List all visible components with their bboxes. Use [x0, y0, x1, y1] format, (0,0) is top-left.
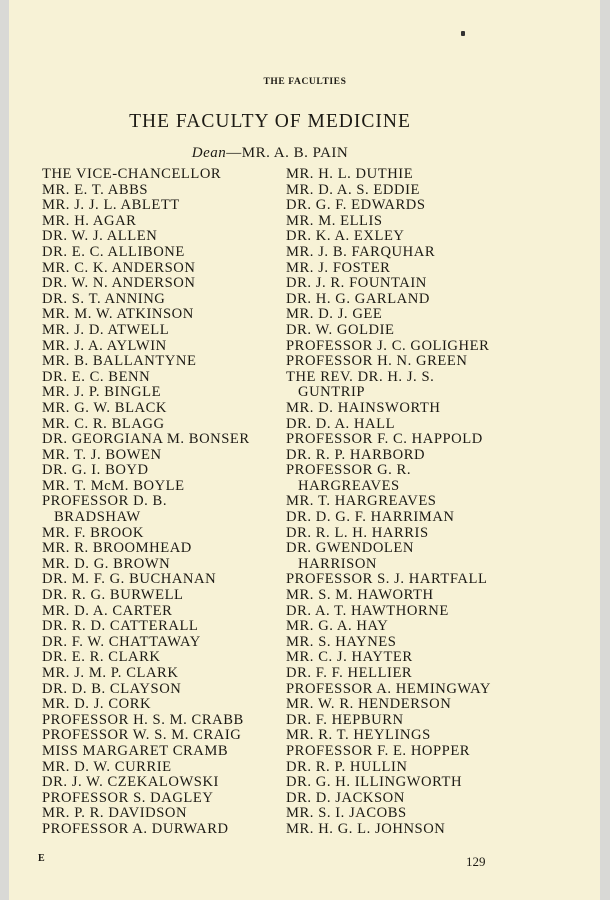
- list-item: DR. D. A. HALL: [286, 415, 396, 432]
- list-item: PROFESSOR H. N. GREEN: [286, 353, 468, 370]
- list-item: DR. R. G. BURWELL: [42, 587, 184, 604]
- dean-label: Dean: [191, 145, 227, 161]
- ink-speck: [461, 31, 465, 36]
- list-item: DR. K. A. EXLEY: [286, 228, 405, 245]
- list-item: PROFESSOR A. DURWARD: [42, 820, 229, 837]
- list-item: THE REV. DR. H. J. S.: [286, 368, 435, 385]
- list-item: MISS MARGARET CRAMB: [42, 742, 229, 759]
- page-number: 129: [466, 854, 486, 869]
- list-item: MR. H. L. DUTHIE: [286, 166, 414, 182]
- list-item: DR. D. B. CLAYSON: [42, 680, 182, 697]
- list-item: DR. S. T. ANNING: [42, 290, 166, 307]
- list-item: DR. D. JACKSON: [286, 789, 405, 806]
- list-item: MR. D. G. BROWN: [42, 555, 171, 572]
- list-item: DR. A. T. HAWTHORNE: [286, 602, 449, 619]
- list-item: DR. D. G. F. HARRIMAN: [286, 509, 455, 526]
- list-item: PROFESSOR H. S. M. CRABB: [42, 711, 244, 728]
- list-item: DR. J. R. FOUNTAIN: [286, 275, 427, 292]
- list-item: DR. G. I. BOYD: [42, 462, 149, 479]
- list-item: DR. E. C. BENN: [42, 368, 151, 385]
- list-item: MR. S. I. JACOBS: [286, 805, 407, 822]
- list-item: DR. R. P. HULLIN: [286, 758, 408, 775]
- dean-name: —MR. A. B. PAIN: [226, 145, 349, 161]
- list-item: MR. D. A. S. EDDIE: [286, 181, 420, 198]
- list-item: MR. W. R. HENDERSON: [286, 696, 452, 713]
- list-item: MR. R. BROOMHEAD: [42, 540, 192, 557]
- page-title: THE FACULTY OF MEDICINE: [129, 111, 411, 132]
- list-item: PROFESSOR F. E. HOPPER: [286, 742, 471, 759]
- list-item: MR. H. G. L. JOHNSON: [286, 820, 446, 837]
- list-item: MR. E. T. ABBS: [42, 181, 149, 198]
- list-item: MR. M. W. ATKINSON: [42, 306, 194, 323]
- running-head: THE FACULTIES: [263, 77, 347, 87]
- list-item: THE VICE-CHANCELLOR: [42, 166, 222, 182]
- list-item: MR. H. AGAR: [42, 212, 137, 229]
- list-item: DR. G. F. EDWARDS: [286, 197, 426, 214]
- list-item: MR. J. P. BINGLE: [42, 384, 162, 401]
- list-item: MR. J. FOSTER: [286, 259, 391, 276]
- list-item: MR. M. ELLIS: [286, 212, 383, 229]
- dean-line: [0, 145, 540, 162]
- list-item: PROFESSOR D. B.: [42, 493, 168, 510]
- list-item: DR. F. F. HELLIER: [286, 665, 413, 681]
- list-item: MR. D. J. GEE: [286, 306, 383, 323]
- list-item: PROFESSOR S. J. HARTFALL: [286, 571, 488, 588]
- list-item: DR. W. J. ALLEN: [42, 228, 158, 245]
- signature-mark: E: [38, 853, 45, 864]
- list-item: DR. J. W. CZEKALOWSKI: [42, 774, 219, 791]
- list-item: MR. J. J. L. ABLETT: [42, 197, 180, 214]
- list-item: DR. W. GOLDIE: [286, 321, 395, 338]
- list-item: MR. D. W. CURRIE: [42, 758, 172, 775]
- list-item-continuation: HARRISON: [298, 555, 378, 572]
- list-item: MR. P. R. DAVIDSON: [42, 805, 188, 822]
- list-item: MR. S. M. HAWORTH: [286, 587, 434, 604]
- list-item: MR. J. M. P. CLARK: [42, 665, 179, 681]
- list-item: PROFESSOR W. S. M. CRAIG: [42, 727, 242, 744]
- list-item: MR. D. J. CORK: [42, 696, 152, 713]
- list-item: DR. M. F. G. BUCHANAN: [42, 571, 217, 588]
- list-item: MR. G. A. HAY: [286, 618, 389, 635]
- list-item: MR. S. HAYNES: [286, 633, 397, 650]
- list-item: PROFESSOR S. DAGLEY: [42, 789, 214, 806]
- list-item: MR. D. A. CARTER: [42, 602, 173, 619]
- list-item: DR. GEORGIANA M. BONSER: [42, 431, 250, 448]
- list-item: DR. R. L. H. HARRIS: [286, 524, 429, 541]
- list-item: MR. F. BROOK: [42, 524, 144, 541]
- list-item: MR. C. R. BLAGG: [42, 415, 165, 432]
- list-item: MR. T. HARGREAVES: [286, 493, 437, 510]
- faculty-list-left: [42, 167, 250, 838]
- list-item-continuation: GUNTRIP: [298, 384, 366, 401]
- list-item: MR. J. B. FARQUHAR: [286, 243, 436, 260]
- list-item: DR. R. P. HARBORD: [286, 446, 426, 463]
- list-item: DR. W. N. ANDERSON: [42, 275, 196, 292]
- list-item: PROFESSOR F. C. HAPPOLD: [286, 431, 483, 448]
- faculty-list-right: [286, 167, 491, 838]
- list-item: PROFESSOR G. R.: [286, 462, 412, 479]
- list-item: MR. J. D. ATWELL: [42, 321, 170, 338]
- list-item: DR. G. H. ILLINGWORTH: [286, 774, 463, 791]
- list-item: DR. R. D. CATTERALL: [42, 618, 199, 635]
- list-item: MR. T. McM. BOYLE: [42, 477, 185, 494]
- list-item: MR. T. J. BOWEN: [42, 446, 162, 463]
- list-item: DR. F. HEPBURN: [286, 711, 404, 728]
- list-item: MR. G. W. BLACK: [42, 399, 168, 416]
- list-item: DR. F. W. CHATTAWAY: [42, 633, 201, 650]
- list-item: DR. GWENDOLEN: [286, 540, 414, 557]
- list-item: MR. D. HAINSWORTH: [286, 399, 441, 416]
- list-item: PROFESSOR A. HEMINGWAY: [286, 680, 491, 697]
- list-item: MR. J. A. AYLWIN: [42, 337, 167, 354]
- list-item: MR. B. BALLANTYNE: [42, 353, 197, 370]
- list-item: MR. C. J. HAYTER: [286, 649, 413, 666]
- list-item: MR. C. K. ANDERSON: [42, 259, 196, 276]
- list-item-continuation: BRADSHAW: [54, 509, 141, 526]
- list-item: MR. R. T. HEYLINGS: [286, 727, 431, 744]
- list-item: DR. H. G. GARLAND: [286, 290, 430, 307]
- list-item-continuation: HARGREAVES: [298, 477, 400, 494]
- list-item: PROFESSOR J. C. GOLIGHER: [286, 337, 490, 354]
- list-item: DR. E. R. CLARK: [42, 649, 161, 666]
- list-item: DR. E. C. ALLIBONE: [42, 243, 185, 260]
